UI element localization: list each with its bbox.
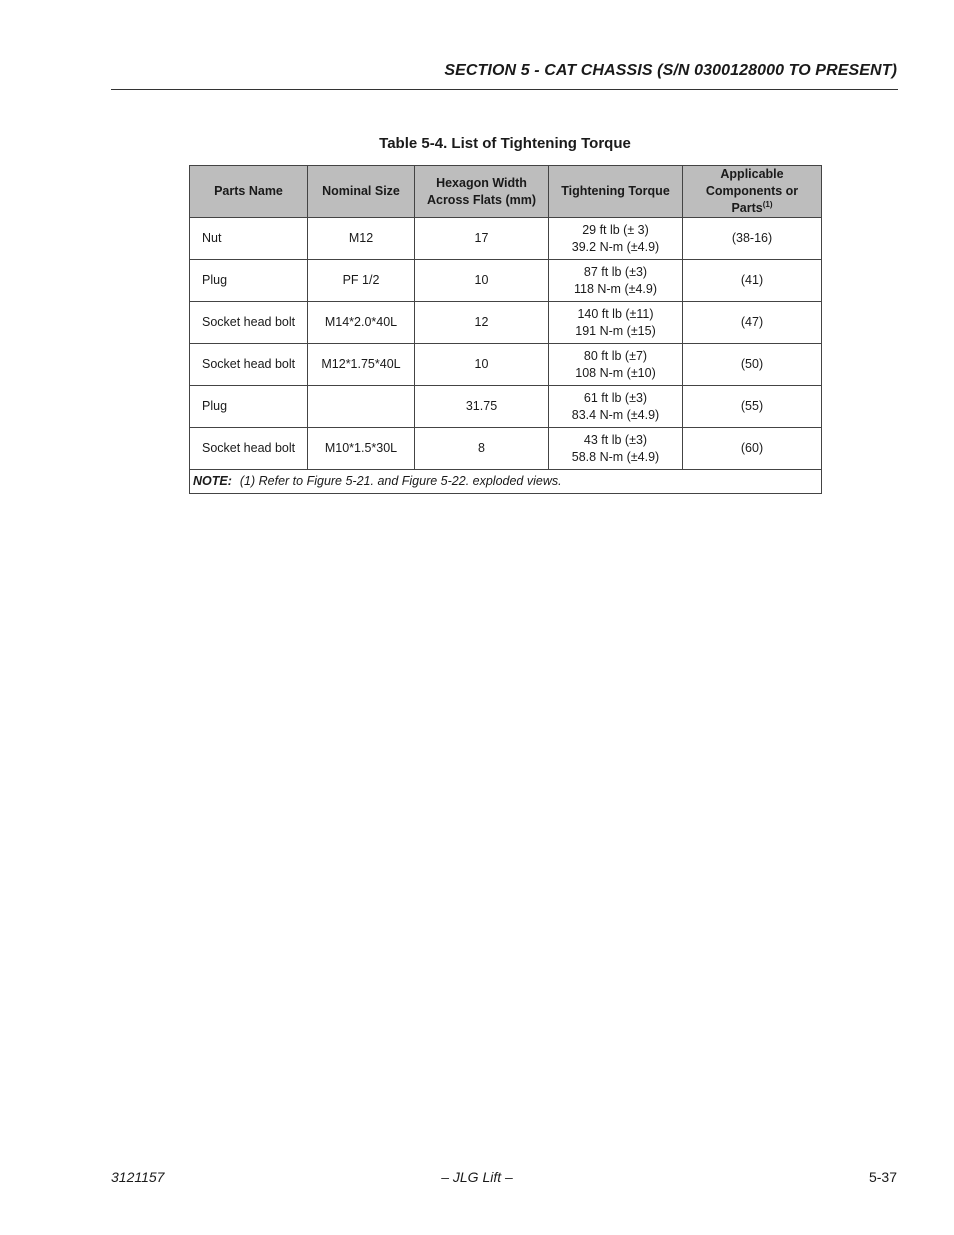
cell-hex-width: 10 <box>415 260 549 302</box>
torque-ft-lb: 61 ft lb (±3) <box>583 390 648 405</box>
section-header: SECTION 5 - CAT CHASSIS (S/N 0300128000 TO PRESENT) <box>444 62 897 79</box>
torque-table <box>189 165 822 494</box>
cell-torque <box>549 218 683 260</box>
cell-parts-name: Plug <box>190 386 308 428</box>
table-note-row <box>190 470 822 494</box>
cell-nominal-size: M14*2.0*40L <box>308 302 415 344</box>
table-row <box>190 302 822 344</box>
cell-applicable-parts: (47) <box>683 302 822 344</box>
col-header-applicable-parts <box>683 166 822 218</box>
footnote-ref: (1) <box>762 199 773 209</box>
cell-torque <box>549 260 683 302</box>
torque-ft-lb: 29 ft lb (± 3) <box>582 222 649 237</box>
table-note <box>190 470 822 494</box>
cell-nominal-size: M10*1.5*30L <box>308 428 415 470</box>
torque-n-m: 191 N-m (±15) <box>575 323 656 338</box>
torque-ft-lb: 87 ft lb (±3) <box>583 264 648 279</box>
cell-nominal-size <box>308 386 415 428</box>
col-header-parts-name: Parts Name <box>190 166 308 218</box>
table-row <box>190 386 822 428</box>
footer-doc-number: 3121157 <box>111 1169 165 1185</box>
cell-hex-width: 8 <box>415 428 549 470</box>
col-header-hexagon-width: Hexagon Width Across Flats (mm) <box>415 166 549 218</box>
cell-applicable-parts: (55) <box>683 386 822 428</box>
table-header-row <box>190 166 822 218</box>
torque-ft-lb: 140 ft lb (±11) <box>577 306 654 321</box>
cell-torque <box>549 386 683 428</box>
cell-parts-name: Socket head bolt <box>190 344 308 386</box>
cell-torque <box>549 302 683 344</box>
cell-parts-name: Socket head bolt <box>190 428 308 470</box>
table-row <box>190 344 822 386</box>
cell-hex-width: 17 <box>415 218 549 260</box>
cell-parts-name: Plug <box>190 260 308 302</box>
torque-n-m: 58.8 N-m (±4.9) <box>571 449 660 464</box>
col-header-nominal-size: Nominal Size <box>308 166 415 218</box>
table-row <box>190 260 822 302</box>
cell-torque <box>549 428 683 470</box>
cell-applicable-parts: (41) <box>683 260 822 302</box>
cell-parts-name: Socket head bolt <box>190 302 308 344</box>
cell-nominal-size: M12*1.75*40L <box>308 344 415 386</box>
cell-hex-width: 31.75 <box>415 386 549 428</box>
torque-n-m: 83.4 N-m (±4.9) <box>571 407 660 422</box>
torque-ft-lb: 80 ft lb (±7) <box>583 348 648 363</box>
cell-torque <box>549 344 683 386</box>
col-header-applicable-parts-label: Applicable Components or Parts <box>705 167 799 215</box>
table-row <box>190 428 822 470</box>
cell-parts-name: Nut <box>190 218 308 260</box>
cell-hex-width: 12 <box>415 302 549 344</box>
table-title: Table 5-4. List of Tightening Torque <box>379 135 631 152</box>
torque-n-m: 108 N-m (±10) <box>575 365 656 380</box>
torque-ft-lb: 43 ft lb (±3) <box>583 432 648 447</box>
cell-applicable-parts: (38-16) <box>683 218 822 260</box>
footer-page-number: 5-37 <box>868 1169 897 1185</box>
note-text: (1) Refer to Figure 5-21. and Figure 5-22. exploded views. <box>239 474 562 488</box>
cell-nominal-size: PF 1/2 <box>308 260 415 302</box>
table-row <box>190 218 822 260</box>
cell-applicable-parts: (60) <box>683 428 822 470</box>
footer-brand: – JLG Lift – <box>441 1169 513 1185</box>
torque-n-m: 118 N-m (±4.9) <box>573 281 658 296</box>
header-rule <box>111 89 898 90</box>
col-header-tightening-torque: Tightening Torque <box>549 166 683 218</box>
cell-hex-width: 10 <box>415 344 549 386</box>
note-label: NOTE: <box>193 474 232 488</box>
cell-applicable-parts: (50) <box>683 344 822 386</box>
torque-n-m: 39.2 N-m (±4.9) <box>571 239 660 254</box>
cell-nominal-size: M12 <box>308 218 415 260</box>
